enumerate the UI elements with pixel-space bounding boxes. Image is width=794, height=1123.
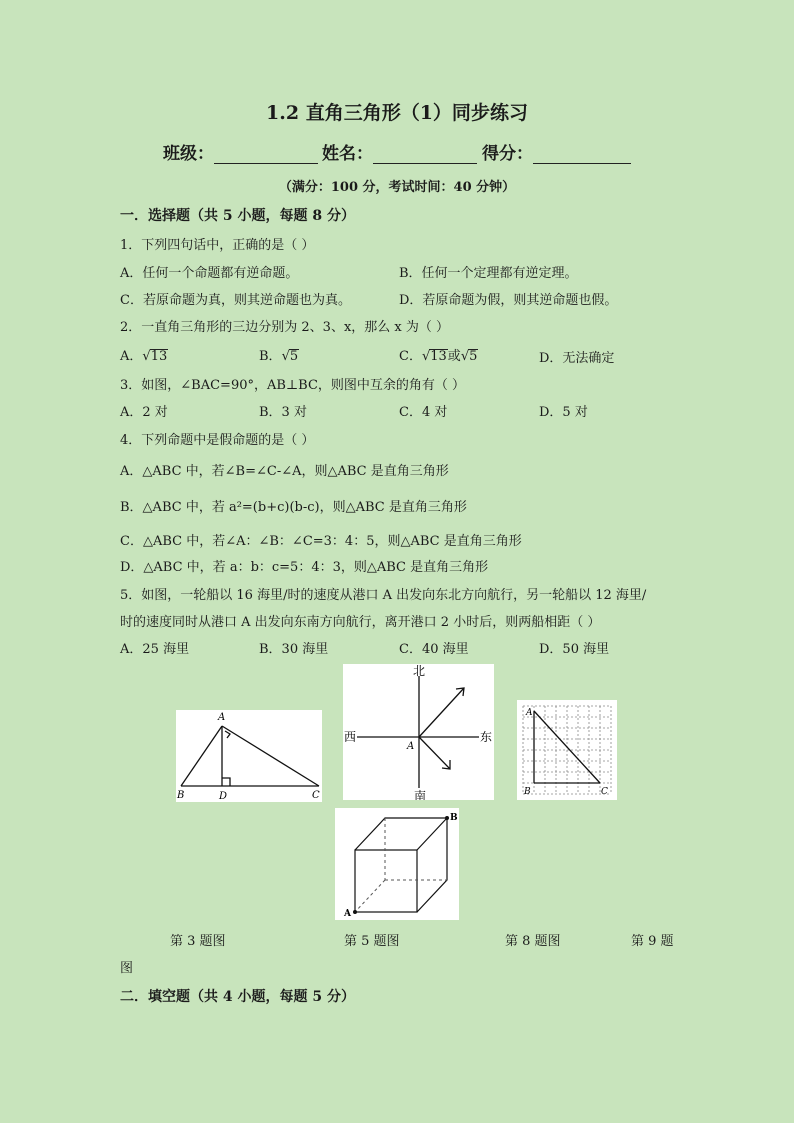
q2-option-a: A．√13 bbox=[120, 349, 168, 364]
figure-q5-svg bbox=[343, 664, 494, 800]
caption-fig9-cont: 图 bbox=[120, 961, 134, 976]
q3-option-a: A．2 对 bbox=[120, 405, 168, 420]
q2-stem: 2．一直角三角形的三边分别为 2、3、x，那么 x 为（ ） bbox=[120, 320, 450, 335]
section-2-heading: 二．填空题（共 4 小题，每题 5 分） bbox=[120, 989, 355, 1005]
fig3-label-c: C bbox=[312, 790, 320, 801]
q5-option-c: C．40 海里 bbox=[399, 642, 469, 657]
q5-option-d: D．50 海里 bbox=[539, 642, 610, 657]
fig3-right-angle-d bbox=[222, 778, 230, 786]
q3-stem: 3．如图，∠BAC=90°，AB⊥BC，则图中互余的角有（ ） bbox=[120, 378, 466, 393]
q1-option-d: D．若原命题为假，则其逆命题也假。 bbox=[399, 293, 618, 308]
figure-q3 bbox=[176, 710, 322, 802]
name-label: 姓名： bbox=[322, 144, 373, 164]
fig9-top-right-edge bbox=[417, 818, 447, 850]
q1-option-b: B．任何一个定理都有逆定理。 bbox=[399, 266, 578, 281]
q1-option-c: C．若原命题为真，则其逆命题也为真。 bbox=[120, 293, 351, 308]
name-field bbox=[322, 139, 477, 164]
fig5-label-east: 东 bbox=[480, 730, 493, 744]
q4-option-b: B．△ABC 中，若 a²=(b+c)(b-c)，则△ABC 是直角三角形 bbox=[120, 500, 467, 515]
fig9-point-b bbox=[445, 816, 449, 820]
caption-fig9: 第 9 题 bbox=[631, 934, 674, 949]
fig3-label-a: A bbox=[218, 712, 226, 723]
fig9-label-b: B bbox=[450, 813, 458, 823]
fig8-label-c: C bbox=[601, 787, 608, 797]
q5-option-b: B．30 海里 bbox=[259, 642, 329, 657]
score-field bbox=[482, 139, 631, 164]
fig9-point-a bbox=[353, 910, 357, 914]
q3-option-d: D．5 对 bbox=[539, 405, 588, 420]
figure-q3-svg bbox=[176, 710, 322, 802]
q5-line-1: 5．如图，一轮船以 16 海里/时的速度从港口 A 出发向东北方向航行，另一轮船以 12 海里/ bbox=[120, 588, 647, 603]
fig8-label-a: A bbox=[526, 708, 533, 718]
q4-option-d: D．△ABC 中，若 a：b：c=5：4：3，则△ABC 是直角三角形 bbox=[120, 560, 489, 575]
q5-option-a: A．25 海里 bbox=[120, 642, 190, 657]
fig5-label-north: 北 bbox=[413, 664, 426, 678]
figure-q5 bbox=[343, 664, 494, 800]
caption-fig8: 第 8 题图 bbox=[505, 934, 561, 949]
figure-q8 bbox=[517, 700, 617, 800]
q4-option-c: C．△ABC 中，若∠A：∠B：∠C=3：4：5，则△ABC 是直角三角形 bbox=[120, 534, 522, 549]
fig3-label-d: D bbox=[219, 791, 228, 802]
fig5-label-a: A bbox=[407, 741, 415, 752]
figure-q9-svg bbox=[335, 808, 459, 920]
class-blank[interactable] bbox=[214, 145, 318, 164]
score-label: 得分： bbox=[482, 144, 533, 164]
q1-stem: 1．下列四句话中，正确的是（ ） bbox=[120, 238, 315, 253]
class-label: 班级： bbox=[163, 144, 214, 164]
score-blank[interactable] bbox=[533, 145, 631, 164]
fig8-label-b: B bbox=[524, 787, 531, 797]
q2-option-c: C．√13或√5 bbox=[399, 349, 478, 364]
caption-fig5: 第 5 题图 bbox=[344, 934, 400, 949]
section-1-heading: 一．选择题（共 5 小题，每题 8 分） bbox=[120, 208, 355, 224]
fig5-label-west: 西 bbox=[344, 730, 357, 744]
fig5-label-south: 南 bbox=[414, 789, 427, 800]
figure-q9 bbox=[335, 808, 459, 920]
q3-option-c: C．4 对 bbox=[399, 405, 448, 420]
name-blank[interactable] bbox=[373, 145, 477, 164]
fig3-label-b: B bbox=[177, 790, 185, 801]
q4-stem: 4．下列命题中是假命题的是（ ） bbox=[120, 433, 315, 448]
page-title: 1.2 直角三角形（1）同步练习 bbox=[266, 102, 528, 124]
q4-option-a: A．△ABC 中，若∠B=∠C-∠A，则△ABC 是直角三角形 bbox=[120, 464, 449, 479]
class-field bbox=[163, 139, 318, 164]
q2-option-d: D．无法确定 bbox=[539, 351, 615, 366]
figure-q8-svg bbox=[517, 700, 617, 800]
q5-line-2: 时的速度同时从港口 A 出发向东南方向航行，离开港口 2 小时后，则两船相距（ ） bbox=[120, 615, 601, 630]
fig9-label-a: A bbox=[344, 909, 351, 919]
fig5-ne-line bbox=[419, 688, 464, 737]
q2-option-b: B．√5 bbox=[259, 349, 299, 364]
fig3-side-ab bbox=[181, 726, 222, 786]
q3-option-b: B．3 对 bbox=[259, 405, 307, 420]
caption-fig3: 第 3 题图 bbox=[170, 934, 226, 949]
exam-note: （满分：100 分，考试时间：40 分钟） bbox=[278, 180, 516, 195]
fig5-se-line bbox=[419, 737, 450, 769]
fig3-right-angle-a bbox=[225, 731, 230, 738]
q1-option-a: A．任何一个命题都有逆命题。 bbox=[120, 266, 299, 281]
fig3-side-ac bbox=[222, 726, 319, 786]
